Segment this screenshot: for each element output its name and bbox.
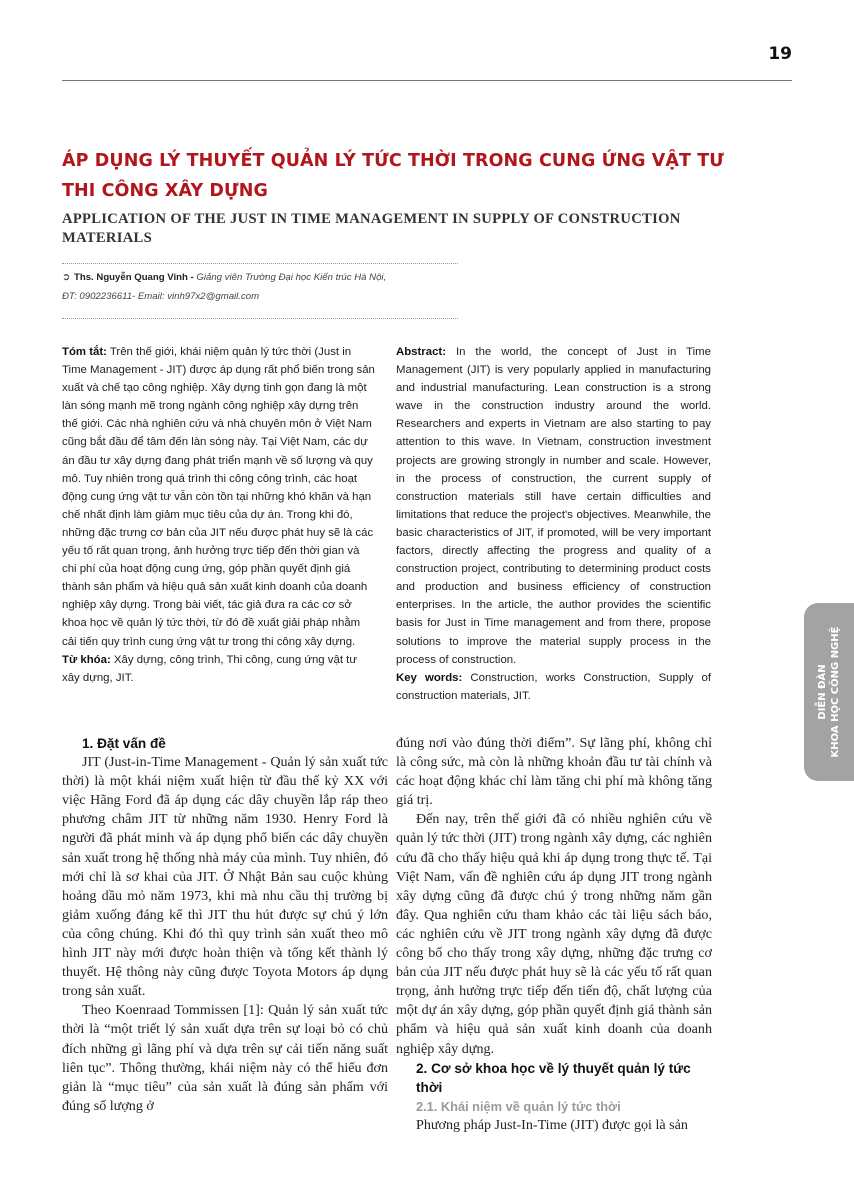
abstract-en-lead: Abstract: [396, 346, 447, 358]
header-rule [62, 80, 792, 81]
author-line [62, 268, 462, 287]
abstract-vn-text: Trên thế giới, khái niệm quản lý tức thời (Just in Time Management - JIT) được áp dụng rất phổ biến trong sản xuất và chế tạo công nghiệp. Xây dựng tinh gọn đang là một làn sóng mạnh mẽ trong ngành công nghiệp xây dựng trên thế giới. Các nhà nghiên cứu và nhà chuyên môn ở Việt Nam cũng bắt đầu để tâm đến làn sóng này. Tại Việt Nam, các dự án đầu tư xây dựng đang phát triển mạnh về số lượng và quy mô. Tuy nhiên trong quá trình thi công công trình, các hoạt động cung ứng vật tư vẫn còn tồn tại những khó khăn và hạn chế nhất định làm giảm mục tiêu của dự án. Trong khi đó, những đặc trưng cơ bản của JIT nếu được phát huy sẽ là các yếu tố rất quan trọng, ảnh hưởng trực tiếp đến thời gian và chi phí của hoạt động cung ứng, góp phần quyết định giá thành sản phẩm và hiệu quả sản xuất kinh doanh của doanh nghiệp xây dựng. Trong bài viết, tác giả đưa ra các cơ sở khoa học về quản lý tức thời, từ đó đề xuất giải pháp nhằm cải tiến quy trình cung ứng vật tư trong thi công xây dựng. [62, 346, 375, 648]
body-column-right [396, 734, 712, 1135]
body-column-left [62, 734, 388, 1116]
side-tab [804, 603, 854, 781]
keywords-vn-lead: Từ khóa: [62, 653, 111, 666]
side-tab-line: KHOA HỌC CÔNG NGHỆ [830, 626, 841, 758]
author-block [62, 268, 462, 306]
section-heading: 1. Đặt vấn đề [82, 736, 166, 751]
arrow-icon: ➲ [62, 272, 71, 283]
page-number: 19 [768, 44, 792, 64]
paragraph: Phương pháp Just-In-Time (JIT) được gọi là sản [416, 1116, 688, 1133]
article-title-en: APPLICATION OF THE JUST IN TIME MANAGEMENT IN SUPPLY OF CONSTRUCTION MATERIALS [62, 211, 681, 246]
subsection-heading: 2.1. Khái niệm về quản lý tức thời [416, 1098, 621, 1114]
abstract-en [396, 343, 711, 705]
side-tab-label [816, 627, 842, 758]
paragraph: Đến nay, trên thế giới đã có nhiều nghiên cứu về quản lý tức thời (JIT) trong ngành xây dựng, các nghiên cứu đã cho thấy hiệu quả khi áp dụng trong thực tế. Tại Việt Nam, vấn đề nghiên cứu áp dụng JIT trong ngành xây dựng cũng đã được chú ý trong những năm gần đây. Qua nghiên cứu tham khảo các tài liệu sách báo, các nghiên cứu về JIT trong ngành xây dựng đã được công bố cho thấy trong xây dựng, những đặc trưng cơ bản của JIT nếu được phát huy sẽ là các yếu tố rất quan trọng, ảnh hưởng trực tiếp đến tiến độ, chất lượng của một dự án xây dựng, góp phần quyết định giá thành sản phẩm và hiệu quả sản xuất kinh doanh của doanh nghiệp xây dựng. [396, 811, 712, 1057]
article-title-vn: ÁP DỤNG LÝ THUYẾT QUẢN LÝ TỨC THỜI TRONG CUNG ỨNG VẬT TƯ THI CÔNG XÂY DỰNG [62, 151, 725, 201]
abstract-en-body [396, 343, 711, 669]
abstract-vn [62, 343, 375, 687]
keywords-vn-text: Xây dựng, công trình, Thi công, cung ứng vật tư xây dựng, JIT. [62, 653, 357, 684]
author-divider-top [62, 263, 458, 264]
side-tab-line: DIỄN ĐÀN [817, 664, 828, 720]
keywords-en-lead: Key words: [396, 671, 463, 684]
keywords-en [396, 669, 711, 705]
abstract-vn-lead: Tóm tắt: [62, 346, 107, 358]
keywords-vn [62, 651, 375, 687]
author-name: Ths. Nguyễn Quang Vinh - [74, 272, 194, 283]
abstract-vn-body [62, 343, 375, 651]
author-contact: ĐT: 0902236611- Email: vinh97x2@gmail.com [62, 291, 260, 302]
author-divider-bottom [62, 318, 458, 319]
section-heading: 2. Cơ sở khoa học về lý thuyết quản lý tức thời [416, 1060, 691, 1095]
paragraph: đúng nơi vào đúng thời điểm”. Sự lãng phí, không chỉ là công sức, mà còn là những khoản đầu tư tài chính và các hoạt động khác chỉ làm tăng chi phí mà không tăng giá trị. [396, 735, 712, 809]
paragraph: Theo Koenraad Tommissen [1]: Quản lý sản xuất tức thời là “một triết lý sản xuất dựa trên sự loại bỏ có chủ đích những gì lãng phí và dựa trên sự cải tiến năng suất liên tục”. Thông thường, khái niệm này có thể hiểu đơn giản là “mục tiêu” của sản xuất là đúng sản phẩm với đúng số lượng ở [62, 1002, 388, 1114]
abstract-en-text: In the world, the concept of Just in Time Management (JIT) is very popularly applied in manufacturing and industrial manufacturing. Lean construction is a strong wave in the construction industry around the world. Researchers and experts in Vietnam are also starting to pay attention to this wave. In Vietnam, construction investment projects are growing strongly in number and scale. However, in the process of construction, the current supply of construction materials still have certain difficulties and limitations that reduce the project's objectives. Meanwhile, the basic characteristics of JIT, if promoted, will be very important factors, directly affecting the progress and quality of a construction project, contributing to determining product costs and production and business efficiency of construction enterprises. In the article, the author provides the scientific basis for Just in Time management and from there, propose solutions to improve the material supply process in the process of construction. [396, 346, 711, 666]
keywords-en-text: Construction, works Construction, Supply of construction materials, JIT. [396, 671, 711, 702]
paragraph: JIT (Just-in-Time Management - Quản lý sản xuất tức thời) là một khái niệm xuất hiện từ đầu thế kỷ XX với việc Hãng Ford đã áp dụng các dây chuyền lắp ráp theo phương châm JIT từ những năm 1930. Henry Ford là người đã phát minh và áp dụng phổ biến các dây chuyền sản xuất trong hệ thống nhà máy của mình. Tuy nhiên, đó mới chỉ là sơ khai của JIT. Ở Nhật Bản sau cuộc khủng hoảng dầu mỏ năm 1973, khi mà nhu cầu thị trường bị giảm xuống đáng kể thì JIT thu hút được sự chú ý lớn của công chúng. Khi đó thì quy trình sản xuất theo mô hình JIT này mới được hoàn thiện và tổng kết thành lý thuyết. Hệ thông này cũng được Toyota Motors áp dụng trong sản xuất. [62, 754, 388, 1000]
author-affiliation: Giảng viên Trường Đại học Kiến trúc Hà Nội, [193, 272, 387, 283]
